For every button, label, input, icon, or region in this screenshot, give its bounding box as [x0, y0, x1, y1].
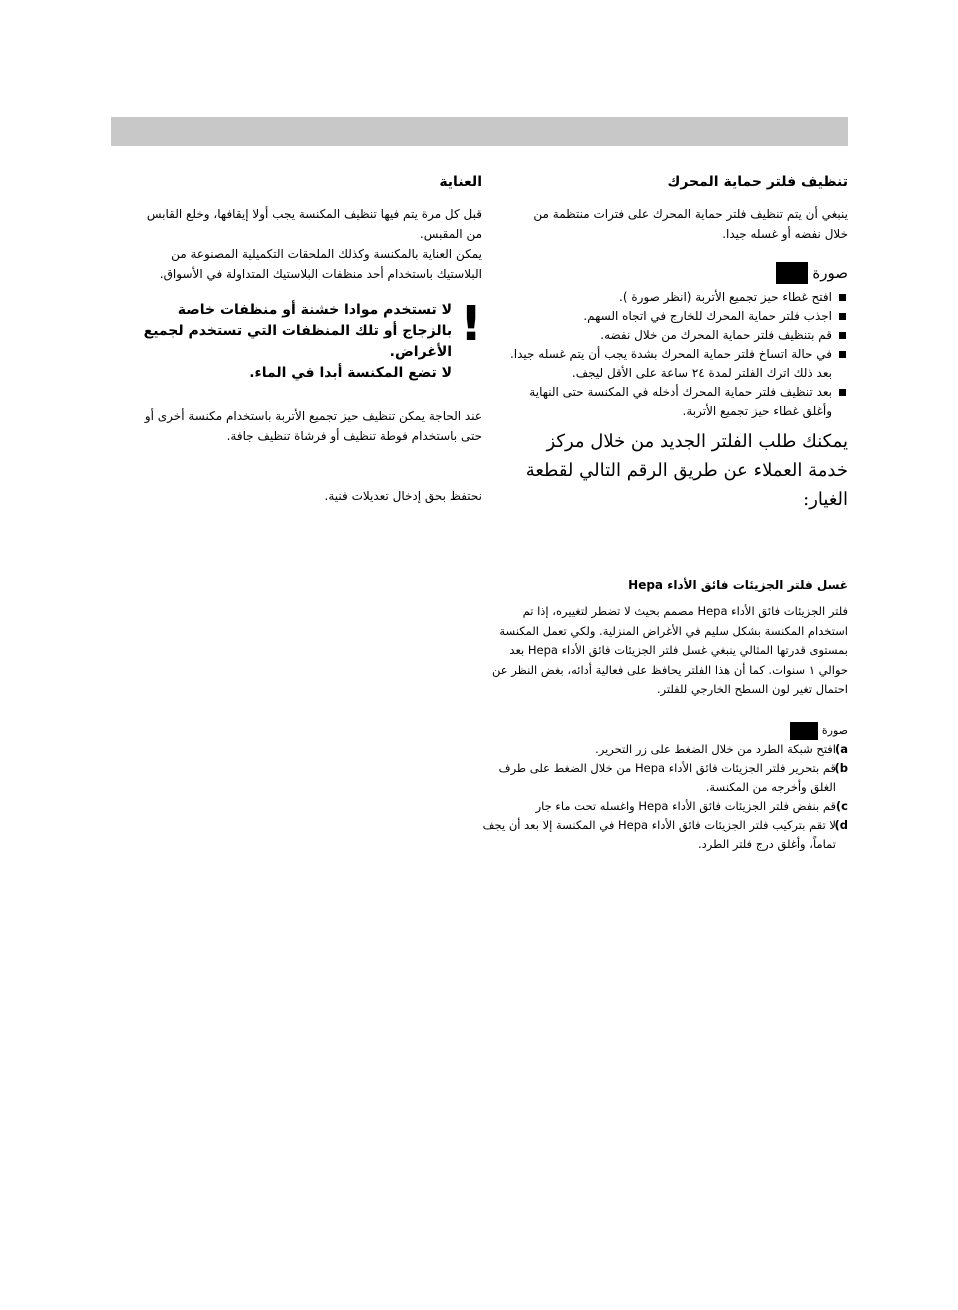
steps-list: [508, 288, 848, 421]
figure-number-box: [776, 262, 808, 284]
step-text: اجذب فلتر حماية المحرك للخارج في اتجاه السهم.: [583, 309, 832, 323]
list-item: [482, 797, 848, 816]
bullet-icon: [839, 351, 846, 358]
list-item: [508, 345, 848, 383]
bullet-icon: [839, 332, 846, 339]
figure-label: صورة: [812, 264, 848, 282]
step-letter: d): [834, 817, 848, 832]
figure-ref: [482, 722, 848, 740]
step-text: لا تقم بتركيب فلتر الجزيئات فائق الأداء Hepa في المكنسة إلا بعد أن يجف تماماً، وأغلق درج فلتر الطرد.: [482, 817, 836, 851]
step-letter: c): [835, 798, 848, 813]
section-title: غسل فلتر الجزيئات فائق الأداء Hepa: [628, 578, 848, 592]
header-bar: [111, 117, 848, 146]
list-item: [482, 740, 848, 759]
step-text: في حالة اتساخ فلتر حماية المحرك بشدة يجب أن يتم غسله جيدا. بعد ذلك اترك الفلتر لمدة ٢٤ ساعة على الأقل ليجف.: [509, 347, 832, 380]
step-text: بعد تنظيف فلتر حماية المحرك أدخله في المكنسة حتى النهاية وأغلق غطاء حيز تجميع الأتربة.: [529, 385, 832, 418]
bullet-icon: [839, 389, 846, 396]
motor-filter-section: [508, 174, 848, 514]
section-title: العناية: [439, 174, 482, 190]
list-item: [482, 816, 848, 854]
intro-text: ينبغي أن يتم تنظيف فلتر حماية المحرك على فترات منتظمة من خلال نفضه أو غسله جيدا.: [533, 207, 848, 241]
paragraph: عند الحاجة يمكن تنظيف حيز تجميع الأتربة باستخدام مكنسة أخرى أو حتى باستخدام فوطة تنظيف أو فرشاة تنظيف جافة.: [144, 409, 482, 443]
step-text: افتح شبكة الطرد من خلال الضغط على زر التحرير.: [595, 741, 836, 756]
section-title: تنظيف فلتر حماية المحرك: [667, 174, 848, 190]
paragraph: قبل كل مرة يتم فيها تنظيف المكنسة يجب أولا إيقافها، وخلع القابس من المقبس.: [146, 207, 482, 241]
bullet-icon: [839, 294, 846, 301]
list-item: [508, 288, 848, 307]
paragraph: يمكن العناية بالمكنسة وكذلك الملحقات التكميلية المصنوعة من البلاستيك باستخدام أحد منظفات البلاستيك المتداولة في الأسواق.: [159, 247, 482, 281]
step-text: قم بتنظيف فلتر حماية المحرك من خلال نفضه.: [600, 328, 832, 342]
figure-number-box: [790, 722, 818, 740]
step-text: افتح غطاء حيز تجميع الأتربة (انظر صورة ).: [619, 290, 832, 304]
step-letter: a): [834, 741, 848, 756]
list-item: [508, 383, 848, 421]
figure-label: صورة: [821, 724, 848, 737]
paragraph: فلتر الجزيئات فائق الأداء Hepa مصمم بحيث لا تضطر لتغييره، إذا تم استخدام المكنسة بشكل سليم في الأغراض المنزلية. ولكي تعمل المكنسة بمستوى قدرتها المثالي ينبغي غسل فلتر الجزيئات فائق الأداء Hepa بعد حوالي ١ سنوات. كما أن هذا الفلتر يحافظ على فعالية أدائه، بغض النظر عن احتمال تغير لون السطح الخارجي للفلتر.: [492, 604, 848, 696]
hepa-steps: [482, 740, 848, 854]
warning-text: لا تضع المكنسة أبدا في الماء.: [249, 365, 453, 381]
bullet-icon: [839, 313, 846, 320]
warning-text: لا تستخدم موادا خشنة أو منظفات خاصة بالزجاج أو تلك المنظفات التي تستخدم لجميع الأغراض.: [143, 302, 453, 360]
step-text: قم بنفض فلتر الجزيئات فائق الأداء Hepa واغسله تحت ماء جار: [535, 798, 836, 813]
figure-ref: [508, 262, 848, 284]
list-item: [508, 326, 848, 345]
warning-box: [128, 296, 482, 384]
hepa-section: [482, 578, 848, 854]
step-text: قم بتحرير فلتر الجزيئات فائق الأداء Hepa من خلال الضغط على طرف الغلق وأخرجه من المكنسة.: [498, 760, 836, 794]
care-section: [128, 174, 482, 506]
exclamation-icon: !: [460, 296, 482, 352]
list-item: [508, 307, 848, 326]
list-item: [482, 759, 848, 797]
rights-note: نحتفظ بحق إدخال تعديلات فنية.: [324, 489, 482, 503]
step-letter: b): [834, 760, 848, 775]
order-note: يمكنك طلب الفلتر الجديد من خلال مركز خدمة العملاء عن طريق الرقم التالي لقطعة الغيار:: [525, 431, 848, 510]
